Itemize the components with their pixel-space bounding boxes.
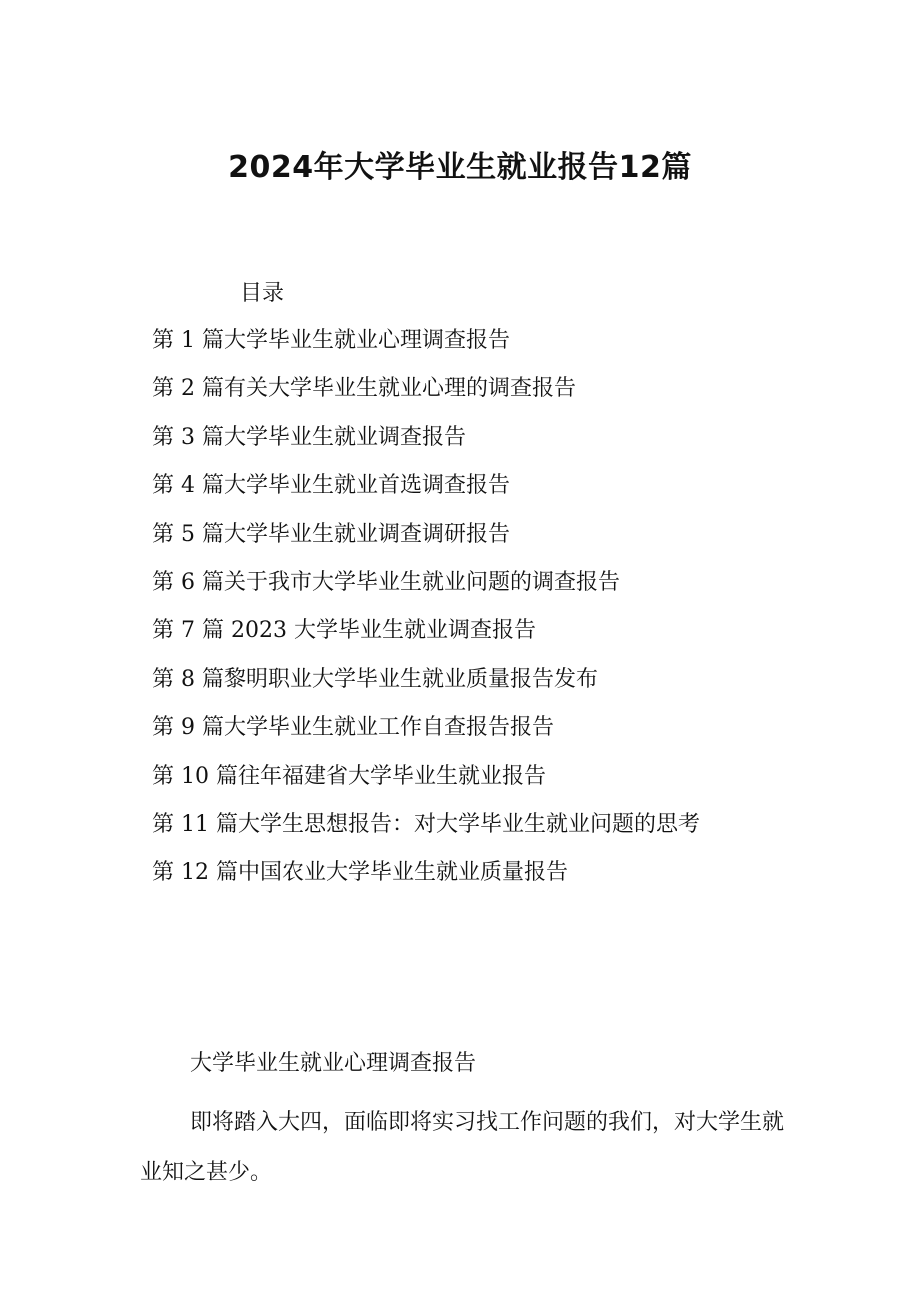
toc-item: 第 2 篇有关大学毕业生就业心理的调查报告 bbox=[152, 376, 576, 402]
document-title: 2024年大学毕业生就业报告12篇 bbox=[228, 150, 692, 185]
toc-item: 第 7 篇 2023 大学毕业生就业调查报告 bbox=[152, 618, 536, 644]
toc-item: 第 4 篇大学毕业生就业首选调查报告 bbox=[152, 473, 510, 499]
toc-item: 第 6 篇关于我市大学毕业生就业问题的调查报告 bbox=[152, 569, 620, 595]
section-title: 大学毕业生就业心理调查报告 bbox=[190, 1051, 477, 1076]
toc-item: 第 5 篇大学毕业生就业调查调研报告 bbox=[152, 521, 510, 547]
toc-item: 第 12 篇中国农业大学毕业生就业质量报告 bbox=[152, 860, 568, 886]
toc-heading: 目录 bbox=[240, 281, 285, 306]
toc-item: 第 8 篇黎明职业大学毕业生就业质量报告发布 bbox=[152, 666, 598, 692]
toc-item: 第 1 篇大学毕业生就业心理调查报告 bbox=[152, 328, 510, 353]
toc-item: 第 11 篇大学生思想报告：对大学毕业生就业问题的思考 bbox=[152, 811, 700, 837]
toc-item: 第 3 篇大学毕业生就业调查报告 bbox=[152, 424, 466, 450]
toc-item: 第 10 篇往年福建省大学毕业生就业报告 bbox=[152, 763, 546, 789]
toc-item: 第 9 篇大学毕业生就业工作自查报告报告 bbox=[152, 715, 554, 741]
table-of-contents bbox=[152, 325, 700, 906]
body-paragraph: 即将踏入大四，面临即将实习找工作问题的我们，对大学生就业知之甚少。 bbox=[140, 1110, 785, 1185]
